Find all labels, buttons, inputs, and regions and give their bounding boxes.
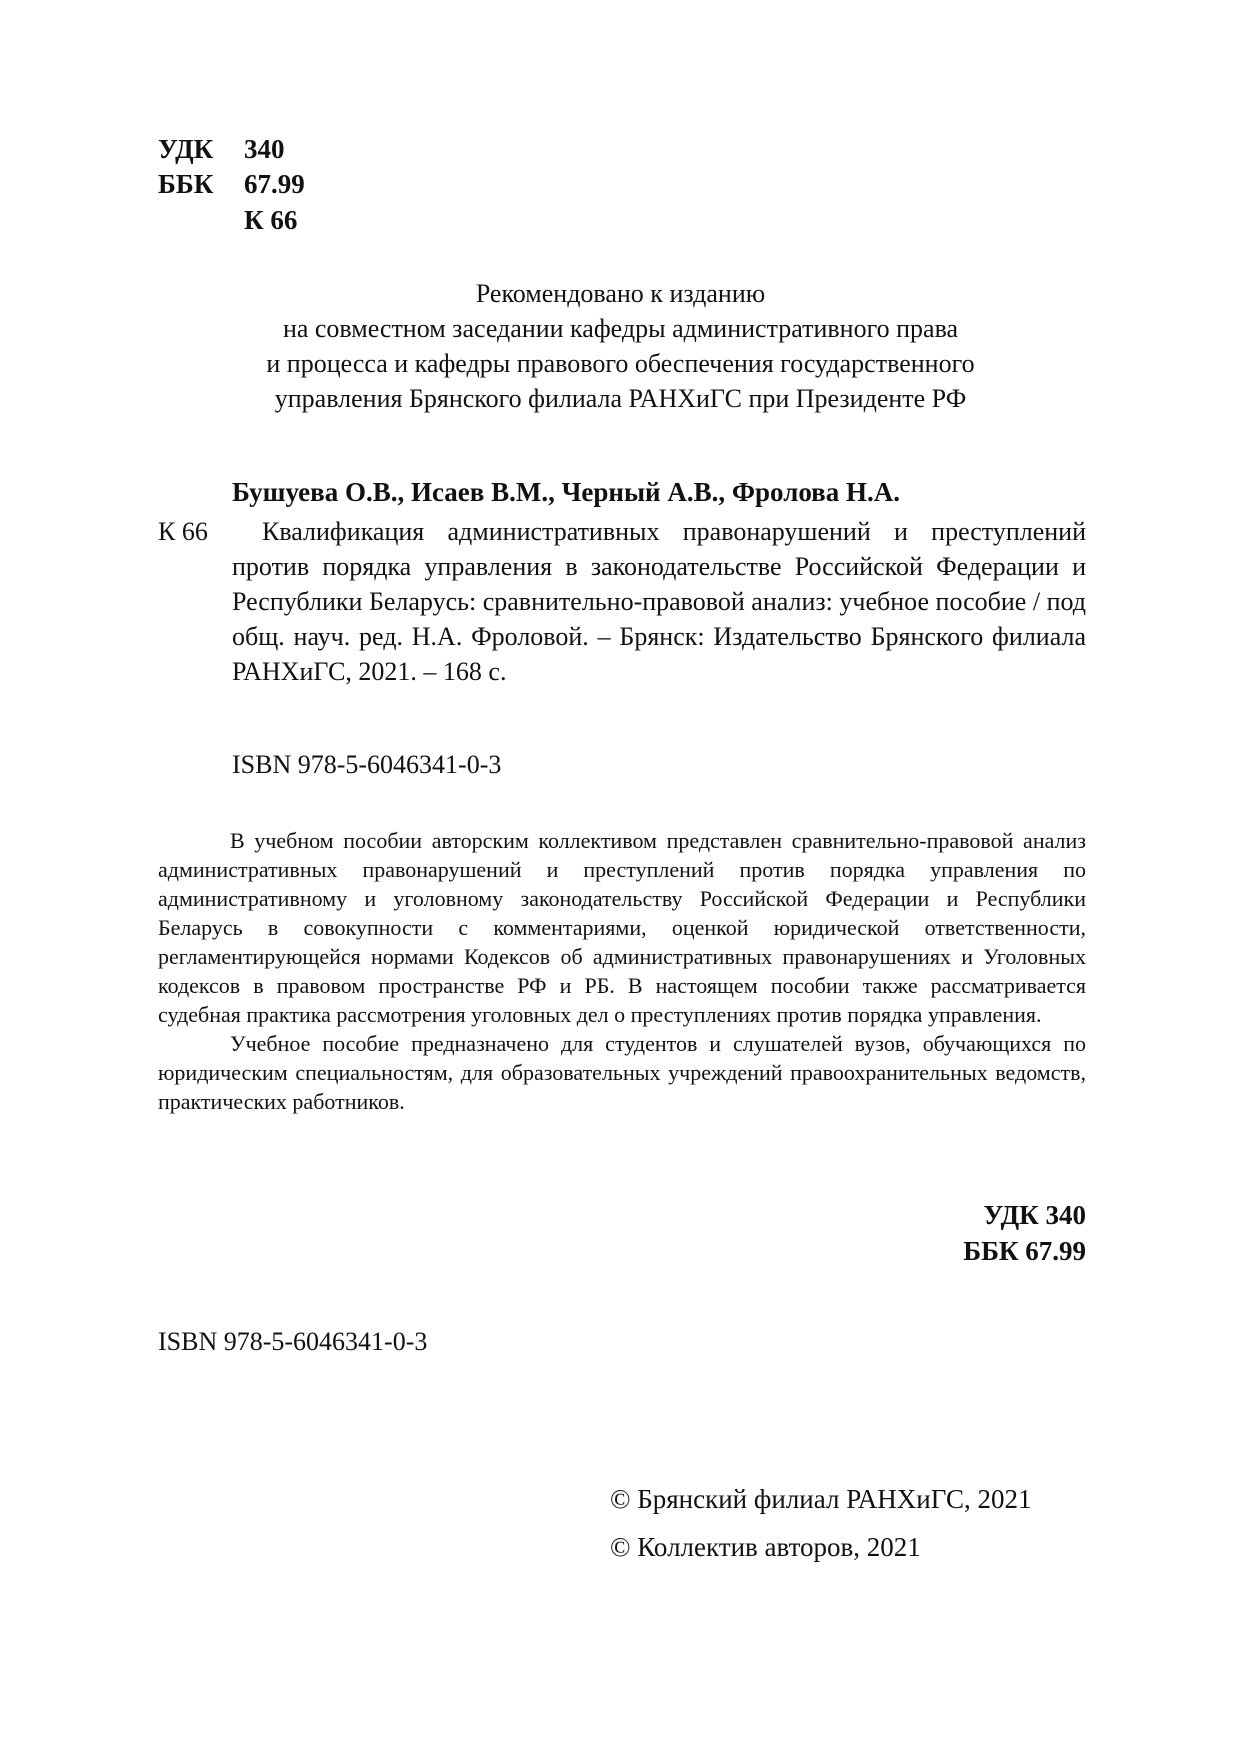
copyright-line: © Брянский филиал РАНХиГС, 2021: [610, 1484, 1032, 1514]
annotation: [158, 826, 1086, 1116]
udk-value: 340: [244, 134, 285, 164]
udk-label: УДК: [158, 134, 214, 164]
bbk-label: ББК: [158, 169, 214, 199]
isbn-top: ISBN 978-5-6046341-0-3: [232, 750, 502, 779]
recommendation-line: на совместном заседании кафедры административного права: [282, 314, 959, 343]
bbk-value: 67.99: [244, 169, 305, 199]
recommendation-line: Рекомендовано к изданию: [475, 279, 766, 308]
footer-codes: [963, 1197, 1086, 1269]
annotation-paragraph: Учебное пособие предназначено для студентов и слушателей вузов, обучающихся по юридическим специальностям, для образовательных учреждений правоохранительных ведомств, практических работников.: [158, 1031, 1086, 1114]
bibliography-mark: К 66: [158, 517, 208, 546]
annotation-paragraph: В учебном пособии авторским коллективом представлен сравнительно-правовой анализ административных правонарушений и преступлений против порядка управления по административному и уголовному законодательству Российской Федерации и Республики Беларусь в совокупности с комментариями, оценкой юридической ответственности, регламентирующейся нормами Кодексов об административных правонарушениях и Уголовных кодексов в правовом пространстве РФ и РБ. В настоящем пособии также рассматривается судебная практика рассмотрения уголовных дел о преступлениях против порядка управления.: [158, 828, 1086, 1027]
copyright-block: [610, 1475, 1031, 1571]
recommendation-block: [0, 276, 1241, 416]
bbk-code-row: [158, 167, 305, 201]
udk-code-row: [158, 132, 285, 166]
recommendation-line: управления Брянского филиала РАНХиГС при Президенте РФ: [274, 384, 967, 413]
copyright-line: © Коллектив авторов, 2021: [610, 1532, 921, 1562]
footer-bbk: ББК 67.99: [963, 1236, 1086, 1266]
recommendation-line: и процесса и кафедры правового обеспечения государственного: [266, 349, 975, 378]
bibliography-text: Квалификация административных правонарушений и преступлений против порядка управления в законодательстве Российской Федерации и Республики Беларусь: сравнительно-правовой анализ: учебное пособие / под общ. науч. ред. Н.А. Фроловой. – Брянск: Издательство Брянского филиала РАНХиГС, 2021. – 168 с.: [232, 517, 1086, 686]
isbn-bottom: ISBN 978-5-6046341-0-3: [158, 1327, 428, 1356]
author-mark: К 66: [244, 205, 298, 235]
authors-line: Бушуева О.В., Исаев В.М., Черный А.В., Фролова Н.А.: [232, 477, 901, 507]
footer-udk: УДК 340: [983, 1200, 1086, 1230]
